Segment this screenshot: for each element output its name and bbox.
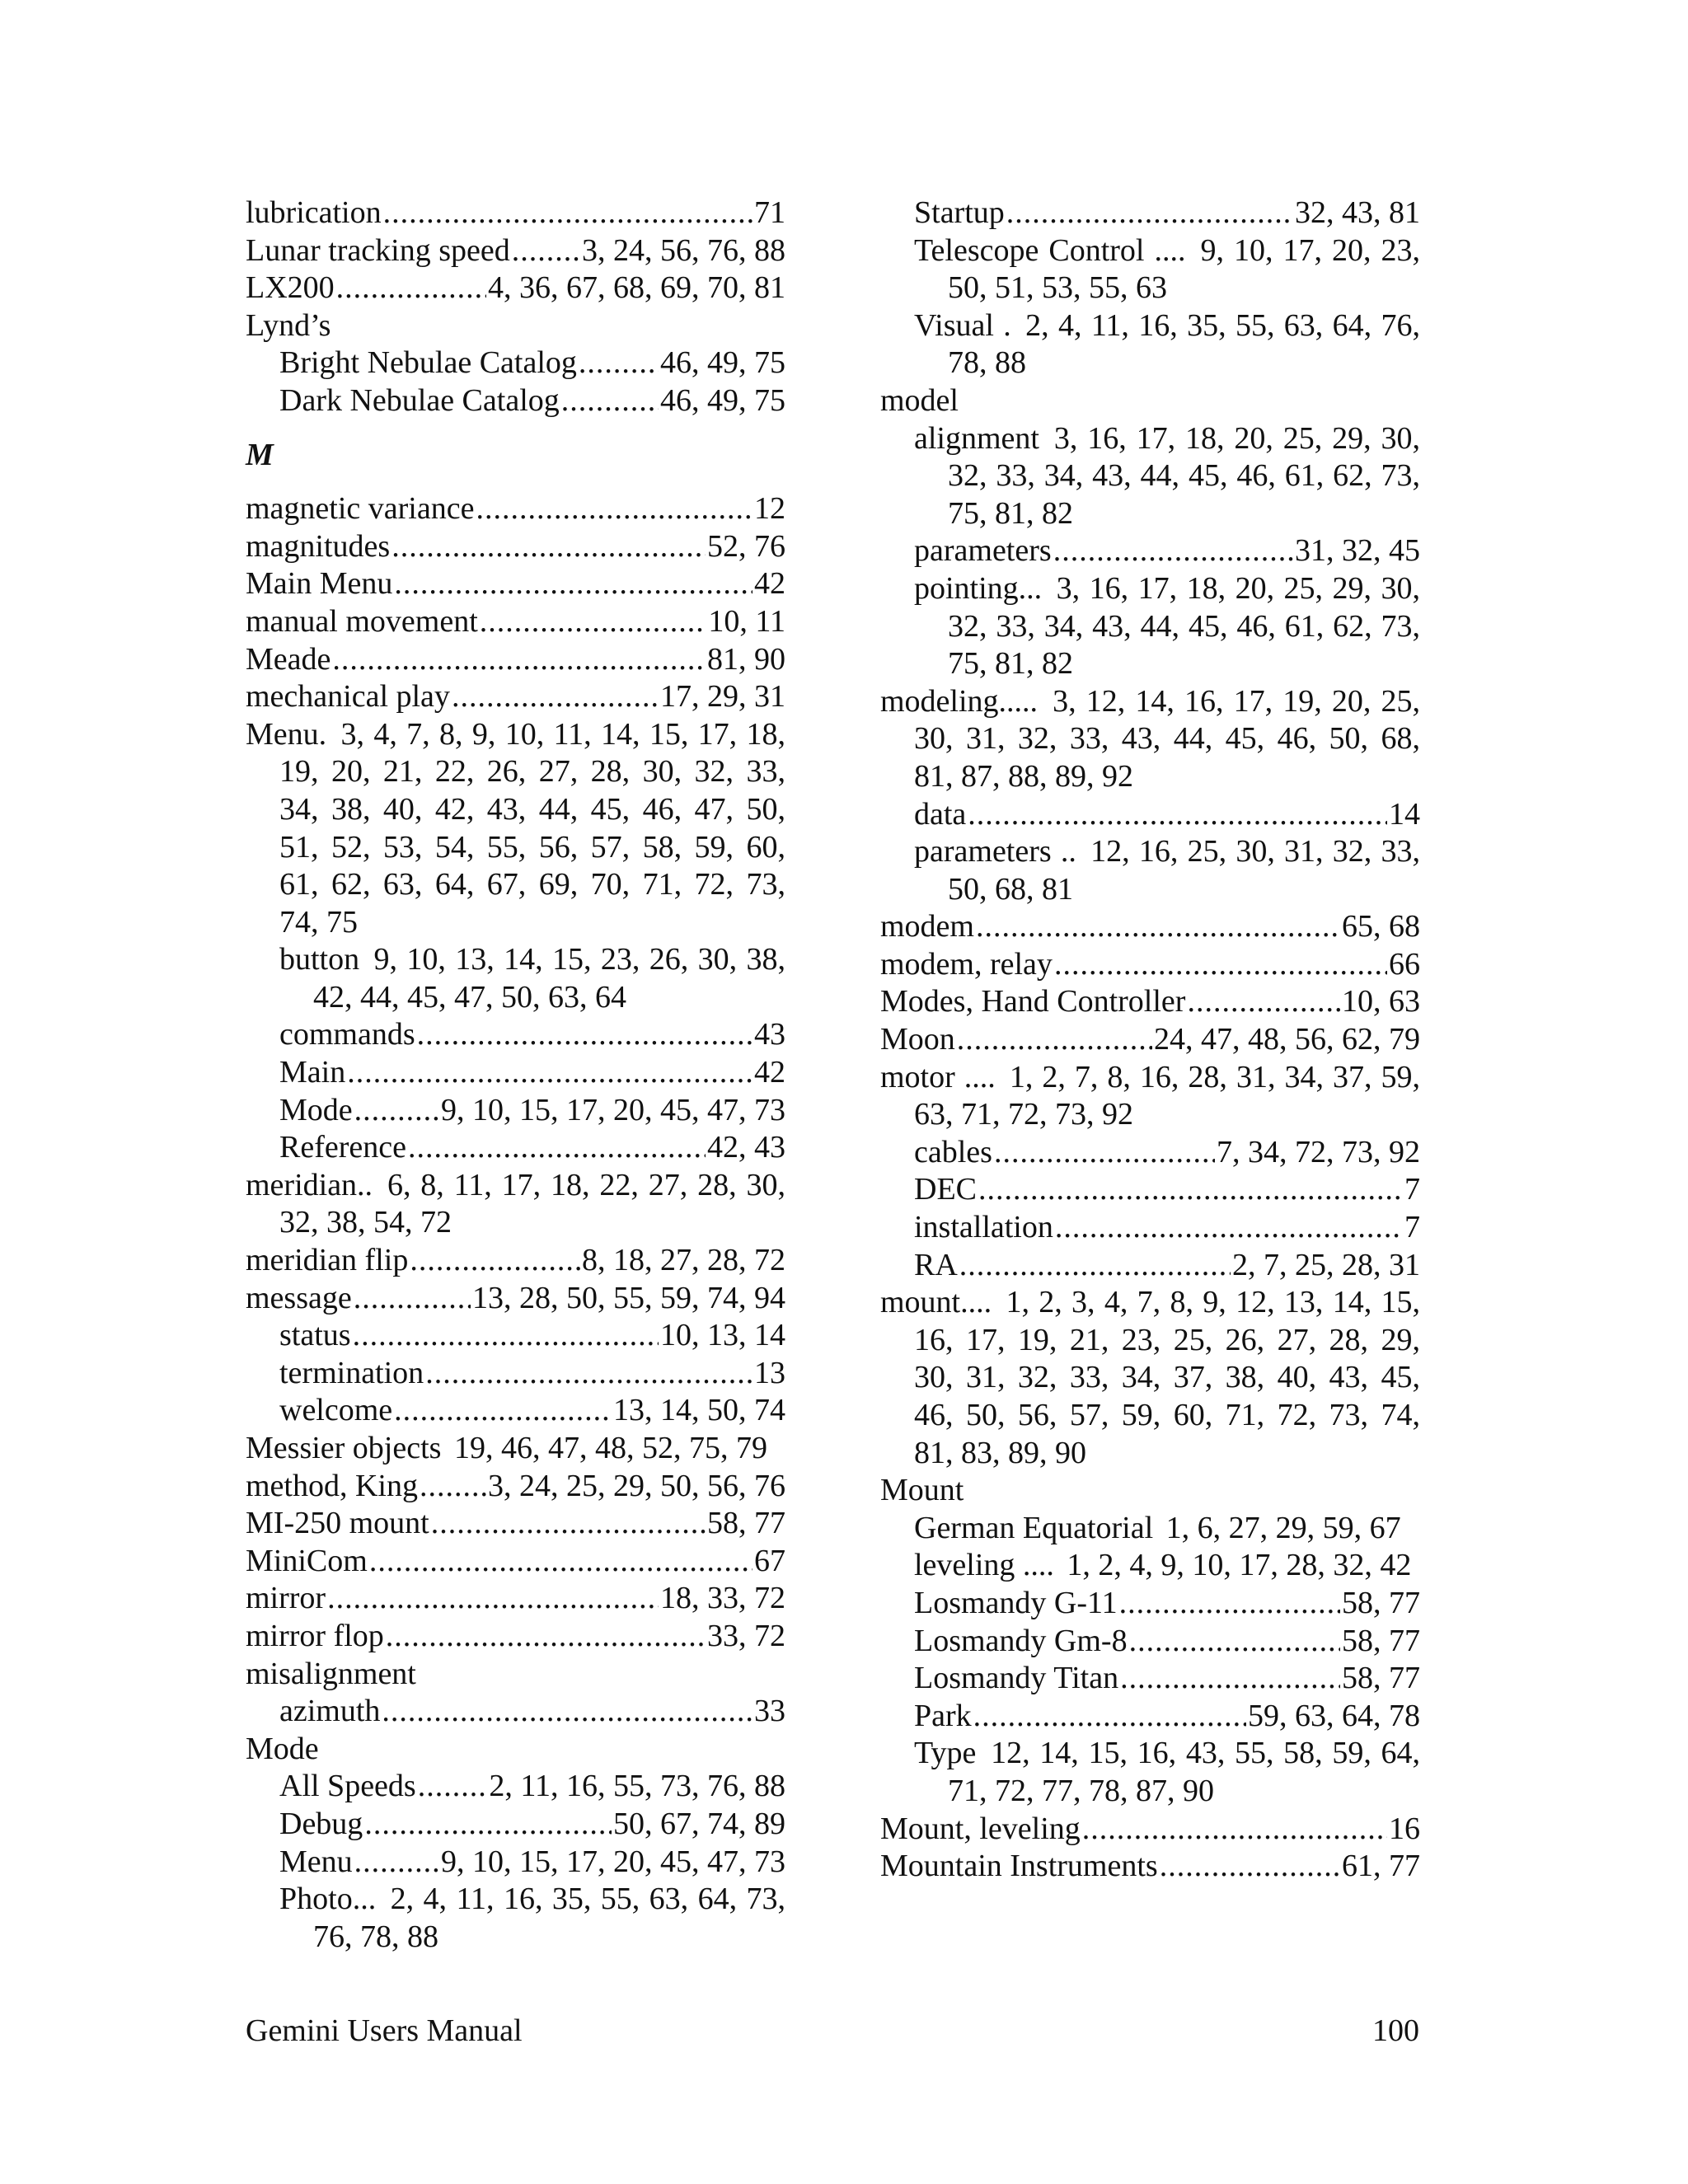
- index-term: method, King: [246, 1468, 418, 1506]
- index-entry: [246, 1731, 785, 1769]
- index-page-numbers: 81, 90: [707, 641, 785, 679]
- dot-leader: [327, 1580, 659, 1618]
- index-page-numbers: 17, 29, 31: [660, 678, 785, 716]
- index-page-numbers: 1, 6, 27, 29, 59, 67: [1164, 1511, 1401, 1545]
- index-entry: [880, 1472, 1420, 1510]
- footer-page-number: 100: [1372, 2013, 1419, 2048]
- index-page-numbers: 31, 32, 45: [1295, 532, 1420, 570]
- index-subentry: [279, 1806, 785, 1844]
- index-term: Type: [914, 1736, 978, 1770]
- index-entry: [246, 1280, 785, 1318]
- index-subentry: [279, 1881, 785, 1956]
- index-page-numbers: 13, 14, 50, 74: [613, 1392, 785, 1430]
- index-term: Menu: [279, 1844, 353, 1882]
- index-term: Visual .: [914, 308, 1014, 343]
- index-page-numbers: 3, 16, 17, 18, 20, 25, 29, 30, 32, 33, 34, 43, 44, 45, 46, 61, 62, 73, 75, 81, 82: [948, 570, 1420, 682]
- index-page-numbers: 58, 77: [1342, 1623, 1420, 1661]
- index-page-numbers: 16: [1389, 1811, 1420, 1849]
- dot-leader: [476, 490, 753, 528]
- index-term: Meade: [246, 641, 331, 679]
- dot-leader: [410, 1242, 580, 1280]
- index-page-numbers: 42, 43: [707, 1129, 785, 1167]
- index-entry: [880, 908, 1420, 946]
- index-page-numbers: 10, 13, 14: [660, 1317, 785, 1355]
- dot-leader: [383, 194, 753, 232]
- dot-leader: [364, 1806, 612, 1844]
- index-column-left: [246, 194, 785, 1956]
- index-page-numbers: 10, 63: [1342, 983, 1420, 1021]
- dot-leader: [420, 1468, 486, 1506]
- index-term: meridian flip: [246, 1242, 408, 1280]
- index-entry: [880, 1059, 1420, 1134]
- dot-leader: [968, 796, 1387, 834]
- index-entry: [246, 716, 785, 942]
- index-entry: [246, 528, 785, 566]
- dot-leader: [1119, 1585, 1340, 1623]
- index-term: alignment: [914, 421, 1042, 456]
- dot-leader: [994, 1134, 1215, 1172]
- index-subentry: [914, 796, 1420, 834]
- index-page-numbers: 7: [1404, 1209, 1420, 1247]
- index-entry: [246, 1618, 785, 1656]
- index-entry: [880, 1284, 1420, 1472]
- index-subentry: [279, 1054, 785, 1092]
- index-entry: [246, 194, 785, 232]
- dot-leader: [354, 1280, 471, 1318]
- index-subentry: [914, 1623, 1420, 1661]
- dot-leader: [1006, 194, 1293, 232]
- index-page-numbers: 58, 77: [707, 1505, 785, 1543]
- index-term: Losmandy Titan: [914, 1660, 1118, 1698]
- index-term: MI-250 mount: [246, 1505, 429, 1543]
- dot-leader: [579, 344, 659, 382]
- index-term: commands: [279, 1016, 415, 1054]
- dot-leader: [480, 603, 707, 641]
- index-page-numbers: 58, 77: [1342, 1660, 1420, 1698]
- index-subentry: [279, 344, 785, 382]
- dot-leader: [392, 528, 706, 566]
- index-page-numbers: 8, 18, 27, 28, 72: [582, 1242, 785, 1280]
- index-page-numbers: 12: [754, 490, 785, 528]
- index-term: modem, relay: [880, 946, 1053, 984]
- index-term: modem: [880, 908, 974, 946]
- section-letter: M: [246, 437, 274, 472]
- index-page-numbers: 61, 77: [1342, 1848, 1420, 1886]
- index-term: termination: [279, 1355, 424, 1393]
- index-term: azimuth: [279, 1693, 380, 1731]
- index-page-numbers: 1, 2, 3, 4, 7, 8, 9, 12, 13, 14, 15, 16, 17, 19, 21, 23, 25, 26, 27, 28, 29, 30, 31, 32, 33, 34, 37, 38, 40, 43, 45, 46, 50, 56, 57, 59, 60, 71, 72, 73, 74, 81, 83, 89, 90: [914, 1285, 1420, 1470]
- dot-leader: [978, 1171, 1403, 1209]
- index-term: mechanical play: [246, 678, 450, 716]
- index-subentry: [279, 1693, 785, 1731]
- index-subentry: [914, 570, 1420, 683]
- index-page-numbers: 50, 67, 74, 89: [613, 1806, 785, 1844]
- index-term: meridian..: [246, 1168, 375, 1202]
- index-page-numbers: 71: [754, 194, 785, 232]
- index-page-numbers: 13: [754, 1355, 785, 1393]
- index-term: button: [279, 942, 362, 977]
- index-term: Losmandy Gm-8: [914, 1623, 1128, 1661]
- index-subentry: [279, 1355, 785, 1393]
- dot-leader: [408, 1129, 706, 1167]
- index-subentry: [914, 232, 1420, 307]
- dot-leader: [394, 1392, 612, 1430]
- index-subentry: [914, 1171, 1420, 1209]
- dot-leader: [1187, 983, 1340, 1021]
- index-entry: [880, 1848, 1420, 1886]
- dot-leader: [431, 1505, 706, 1543]
- index-page-numbers: 3, 16, 17, 18, 20, 25, 29, 30, 32, 33, 34, 43, 44, 45, 46, 61, 62, 73, 75, 81, 82: [948, 420, 1420, 531]
- dot-leader: [561, 382, 659, 420]
- dot-leader: [959, 1247, 1231, 1285]
- index-term: Dark Nebulae Catalog: [279, 382, 560, 420]
- dot-leader: [1160, 1848, 1340, 1886]
- index-entry: [880, 983, 1420, 1021]
- index-page-numbers: 1, 2, 4, 9, 10, 17, 28, 32, 42: [1064, 1548, 1411, 1582]
- dot-leader: [1082, 1811, 1387, 1849]
- index-page-numbers: 7: [1404, 1171, 1420, 1209]
- index-term: motor ....: [880, 1060, 998, 1094]
- dot-leader: [1129, 1623, 1340, 1661]
- index-subentry: [914, 1247, 1420, 1285]
- index-page-numbers: 9, 10, 15, 17, 20, 45, 47, 73: [441, 1092, 785, 1130]
- index-entry: [246, 565, 785, 603]
- index-term: modeling.....: [880, 684, 1040, 719]
- index-subentry: [914, 1547, 1420, 1585]
- index-page-numbers: 58, 77: [1342, 1585, 1420, 1623]
- dot-leader: [336, 269, 486, 307]
- index-subentry: [279, 1392, 785, 1430]
- dot-leader: [452, 678, 659, 716]
- dot-leader: [425, 1355, 753, 1393]
- index-page-numbers: 46, 49, 75: [660, 382, 785, 420]
- index-term: MiniCom: [246, 1543, 368, 1581]
- index-entry: [246, 1543, 785, 1581]
- index-entry: [880, 382, 1420, 420]
- index-page-numbers: 3, 24, 56, 76, 88: [582, 232, 785, 270]
- index-page-numbers: 7, 34, 72, 73, 92: [1217, 1134, 1420, 1172]
- index-entry: [246, 1656, 785, 1694]
- index-subentry: [279, 1092, 785, 1130]
- index-term: Mount, leveling: [880, 1811, 1081, 1849]
- index-page-numbers: 32, 43, 81: [1295, 194, 1420, 232]
- index-term: German Equatorial: [914, 1511, 1156, 1545]
- index-term: Moon: [880, 1021, 955, 1059]
- index-entry: [246, 307, 785, 345]
- index-subentry: [279, 1016, 785, 1054]
- index-entry: [246, 1505, 785, 1543]
- index-subentry: [914, 420, 1420, 533]
- dot-leader: [418, 1768, 488, 1806]
- dot-leader: [354, 1844, 439, 1882]
- index-term: Menu.: [246, 717, 329, 752]
- index-subentry: [914, 532, 1420, 570]
- index-term: model: [880, 383, 961, 418]
- index-page-numbers: 1, 2, 7, 8, 16, 28, 31, 34, 37, 59, 63, 71, 72, 73, 92: [914, 1059, 1420, 1132]
- dot-leader: [976, 908, 1340, 946]
- index-entry: [246, 1430, 785, 1468]
- index-term: mirror flop: [246, 1618, 384, 1656]
- index-page-numbers: 9, 10, 15, 17, 20, 45, 47, 73: [441, 1844, 785, 1882]
- index-term: Debug: [279, 1806, 363, 1844]
- dot-leader: [1054, 946, 1387, 984]
- index-entry: [246, 1580, 785, 1618]
- index-page-numbers: 43: [754, 1016, 785, 1054]
- index-page-numbers: 33, 72: [707, 1618, 785, 1656]
- index-term: status: [279, 1317, 351, 1355]
- index-page-numbers: 42: [754, 565, 785, 603]
- index-page-numbers: 12, 14, 15, 16, 43, 55, 58, 59, 64, 71, 72, 77, 78, 87, 90: [948, 1736, 1420, 1808]
- index-term: manual movement: [246, 603, 478, 641]
- index-term: Lunar tracking speed: [246, 232, 510, 270]
- index-term: message: [246, 1280, 352, 1318]
- index-entry: [246, 490, 785, 528]
- index-entry: [246, 1167, 785, 1242]
- index-subentry: [914, 1209, 1420, 1247]
- index-term: magnitudes: [246, 528, 390, 566]
- dot-leader: [1120, 1660, 1340, 1698]
- index-page-numbers: 67: [754, 1543, 785, 1581]
- index-subentry: [914, 833, 1420, 908]
- index-page-numbers: 3, 24, 25, 29, 50, 56, 76: [488, 1468, 785, 1506]
- index-page-numbers: 10, 11: [708, 603, 785, 641]
- index-term: welcome: [279, 1392, 392, 1430]
- dot-leader: [417, 1016, 753, 1054]
- index-subentry: [914, 1585, 1420, 1623]
- index-term: Mode: [246, 1732, 321, 1766]
- index-subentry: [279, 941, 785, 1016]
- index-entry: [246, 269, 785, 307]
- index-entry: [880, 1811, 1420, 1849]
- index-page-numbers: 3, 12, 14, 16, 17, 19, 20, 25, 30, 31, 32, 33, 43, 44, 45, 46, 50, 68, 81, 87, 88, 89, 92: [914, 683, 1420, 794]
- index-term: Telescope Control ....: [914, 233, 1189, 268]
- dot-leader: [386, 1618, 706, 1656]
- index-term: Mount: [880, 1473, 966, 1507]
- index-page-numbers: 42: [754, 1054, 785, 1092]
- index-page-numbers: 33: [754, 1693, 785, 1731]
- dot-leader: [394, 565, 753, 603]
- index-entry: [246, 641, 785, 679]
- index-term: parameters ..: [914, 834, 1079, 869]
- dot-leader: [332, 641, 706, 679]
- index-term: Mountain Instruments: [880, 1848, 1158, 1886]
- index-term: installation: [914, 1209, 1053, 1247]
- index-page-numbers: 3, 4, 7, 8, 9, 10, 11, 14, 15, 17, 18, 19, 20, 21, 22, 26, 27, 28, 30, 32, 33, 34, 38, 40, 42, 43, 44, 45, 46, 47, 50, 51, 52, 53, 54, 55, 56, 57, 58, 59, 60, 61, 62, 63, 64, 67, 69, 70, 71, 72, 73, 74, 75: [279, 716, 785, 940]
- index-term: mirror: [246, 1580, 326, 1618]
- index-subentry: [279, 1844, 785, 1882]
- index-subentry: [279, 1768, 785, 1806]
- index-term: cables: [914, 1134, 992, 1172]
- index-entry: [246, 232, 785, 270]
- index-entry: [880, 946, 1420, 984]
- index-page-numbers: 4, 36, 67, 68, 69, 70, 81: [488, 269, 785, 307]
- index-term: Startup: [914, 194, 1005, 232]
- index-page-numbers: 12, 16, 25, 30, 31, 32, 33, 50, 68, 81: [948, 834, 1420, 907]
- index-entry: [246, 678, 785, 716]
- index-term: Modes, Hand Controller: [880, 983, 1185, 1021]
- index-term: parameters: [914, 532, 1052, 570]
- index-term: RA: [914, 1247, 958, 1285]
- dot-leader: [369, 1543, 753, 1581]
- footer-title: Gemini Users Manual: [246, 2013, 523, 2048]
- index-entry: [246, 603, 785, 641]
- index-column-right: [880, 194, 1420, 1886]
- index-term: DEC: [914, 1171, 977, 1209]
- index-term: LX200: [246, 269, 335, 307]
- index-subentry: [279, 382, 785, 420]
- dot-leader: [347, 1054, 753, 1092]
- index-entry: [246, 1468, 785, 1506]
- index-page-numbers: 2, 11, 16, 55, 73, 76, 88: [489, 1768, 785, 1806]
- index-subentry: [914, 307, 1420, 382]
- index-subentry: [279, 1317, 785, 1355]
- index-page-numbers: 13, 28, 50, 55, 59, 74, 94: [472, 1280, 785, 1318]
- index-page-numbers: 18, 33, 72: [660, 1580, 785, 1618]
- index-subentry: [914, 1735, 1420, 1810]
- index-subentry: [279, 1129, 785, 1167]
- index-term: Losmandy G-11: [914, 1585, 1118, 1623]
- index-subentry: [914, 1698, 1420, 1736]
- index-subentry: [914, 1134, 1420, 1172]
- dot-leader: [382, 1693, 753, 1731]
- index-page-numbers: 66: [1389, 946, 1420, 984]
- index-term: Mode: [279, 1092, 353, 1130]
- index-entry: [880, 1021, 1420, 1059]
- index-term: Bright Nebulae Catalog: [279, 344, 577, 382]
- dot-leader: [354, 1092, 439, 1130]
- index-entry: [880, 683, 1420, 796]
- dot-leader: [353, 1317, 659, 1355]
- index-page-numbers: 52, 76: [707, 528, 785, 566]
- index-term: leveling ....: [914, 1548, 1057, 1582]
- dot-leader: [512, 232, 580, 270]
- index-term: Park: [914, 1698, 972, 1736]
- index-term: magnetic variance: [246, 490, 474, 528]
- dot-leader: [957, 1021, 1152, 1059]
- index-page-numbers: 14: [1389, 796, 1420, 834]
- index-subentry: [914, 194, 1420, 232]
- index-term: misalignment: [246, 1657, 419, 1691]
- index-subentry: [914, 1510, 1420, 1548]
- index-term: Photo...: [279, 1882, 378, 1916]
- index-page-numbers: 6, 8, 11, 17, 18, 22, 27, 28, 30, 32, 38, 54, 72: [279, 1167, 785, 1240]
- index-page-numbers: 59, 63, 64, 78: [1248, 1698, 1420, 1736]
- index-page-numbers: 24, 47, 48, 56, 62, 79: [1154, 1021, 1420, 1059]
- index-page-numbers: 2, 7, 25, 28, 31: [1232, 1247, 1420, 1285]
- dot-leader: [1053, 532, 1293, 570]
- index-term: Messier objects: [246, 1431, 443, 1465]
- index-term: Lynd’s: [246, 308, 333, 343]
- index-term: Reference: [279, 1129, 406, 1167]
- index-term: All Speeds: [279, 1768, 416, 1806]
- index-page-numbers: 46, 49, 75: [660, 344, 785, 382]
- index-page-numbers: 2, 4, 11, 16, 35, 55, 63, 64, 76, 78, 88: [948, 307, 1420, 381]
- index-page-numbers: 9, 10, 13, 14, 15, 23, 26, 30, 38, 42, 44, 45, 47, 50, 63, 64: [313, 942, 785, 1015]
- index-page-numbers: 19, 46, 47, 48, 52, 75, 79: [452, 1431, 767, 1465]
- index-term: pointing...: [914, 571, 1044, 606]
- index-term: mount....: [880, 1285, 994, 1319]
- index-page-numbers: 2, 4, 11, 16, 35, 55, 63, 64, 73, 76, 78, 88: [313, 1882, 785, 1954]
- index-term: Main Menu: [246, 565, 392, 603]
- index-page-numbers: 9, 10, 17, 20, 23, 50, 51, 53, 55, 63: [948, 232, 1420, 306]
- index-page-numbers: 65, 68: [1342, 908, 1420, 946]
- index-entry: [246, 1242, 785, 1280]
- dot-leader: [1055, 1209, 1403, 1247]
- index-term: data: [914, 796, 966, 834]
- index-subentry: [914, 1660, 1420, 1698]
- index-term: lubrication: [246, 194, 382, 232]
- dot-leader: [973, 1698, 1246, 1736]
- index-term: Main: [279, 1054, 345, 1092]
